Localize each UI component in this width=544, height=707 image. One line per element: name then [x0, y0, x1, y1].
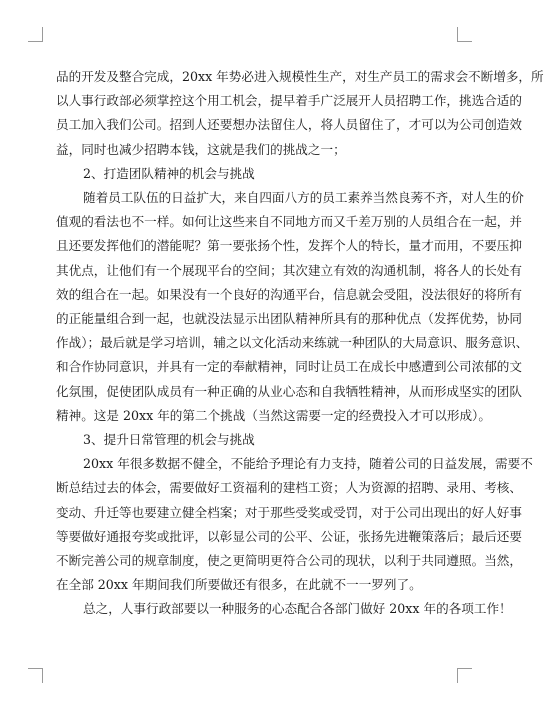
body-paragraph [56, 452, 533, 597]
paragraph-line: 总之，人事行政部要以一种服务的心态配合各部门做好 20xx 年的各项工作！ [83, 601, 512, 617]
paragraph-line: 作战）；最后就是学习培训，辅之以文化活动来练就一种团队的大局意识、服务意识、 [56, 335, 529, 351]
body-paragraph [56, 186, 529, 428]
paragraph-line: 化氛围，促使团队成员有一种正确的从业心态和自我牺牲精神，从而形成坚实的团队 [56, 383, 522, 399]
page-corner-mark-top-right [457, 27, 472, 42]
body-paragraph [56, 597, 512, 621]
paragraph-line: 员工加入我们公司。招到人还要想办法留住人，将人员留住了，才可以为公司创造效 [56, 117, 522, 133]
document-body [56, 65, 544, 622]
page-corner-mark-bottom-right [457, 668, 472, 683]
paragraph-line: 益，同时也减少招聘本钱，这就是我们的挑战之一； [56, 141, 346, 157]
section-heading-text: 2、打造团队精神的机会与挑战 [83, 165, 255, 181]
section-heading-text: 3、提升日常管理的机会与挑战 [83, 432, 255, 448]
paragraph-line: 不断完善公司的规章制度，使之更简明更符合公司的现状，以利于共同遵照。当然， [56, 553, 522, 569]
paragraph-line: 在全部 20xx 年期间我们所要做还有很多，在此就不一一罗列了。 [56, 577, 422, 593]
paragraph-line: 精神。这是 20xx 年的第二个挑战（当然这需要一定的经费投入才可以形成）。 [56, 407, 491, 423]
paragraph-line: 和合作协同意识，并具有一定的奉献精神，同时让员工在成长中感遭到公司浓郁的文 [56, 359, 522, 375]
page-corner-mark-bottom-left [28, 668, 43, 683]
paragraph-line: 变动、升迁等也要建立健全档案；对于那些受奖或受罚，对于公司出现出的好人好事 [56, 504, 522, 520]
paragraph-line: 品的开发及整合完成，20xx 年势必进入规模性生产，对生产员工的需求会不断增多，所 [56, 69, 544, 84]
paragraph-line: 的正能量组合到一起，也就没法显示出团队精神所具有的那种优点（发挥优势，协同 [56, 311, 522, 327]
paragraph-line: 其优点，让他们有一个展现平台的空间；其次建立有效的沟通机制，将各人的长处有 [56, 262, 522, 278]
paragraph-line: 且还要发挥他们的潜能呢？第一要张扬个性，发挥个人的特长，量才而用，不要压抑 [56, 238, 522, 254]
section-heading [56, 162, 444, 186]
paragraph-line: 效的组合在一起。如果没有一个良好的沟通平台，信息就会受阻，没法很好的将所有 [56, 286, 522, 302]
paragraph-line: 20xx 年很多数据不健全，不能给予理论有力支持，随着公司的日益发展，需要不 [83, 456, 533, 472]
paragraph-line: 随着员工队伍的日益扩大，来自四面八方的员工素养当然良莠不齐，对人生的价 [83, 190, 524, 206]
paragraph-line: 以人事行政部必须掌控这个用工机会，提早着手广泛展开人员招聘工作，挑选合适的 [56, 93, 522, 109]
page-corner-mark-top-left [28, 27, 43, 42]
paragraph-line: 断总结过去的体会，需要做好工资福利的建档工资；人为资源的招聘、录用、考核、 [56, 480, 522, 496]
body-paragraph [56, 65, 544, 162]
section-heading [56, 428, 444, 452]
paragraph-line: 等要做好通报夸奖或批评，以彰显公司的公平、公证，张扬先进鞭策落后；最后还要 [56, 528, 522, 544]
paragraph-line: 值观的看法也不一样。如何让这些来自不同地方而又千差万别的人员组合在一起，并 [56, 214, 522, 230]
